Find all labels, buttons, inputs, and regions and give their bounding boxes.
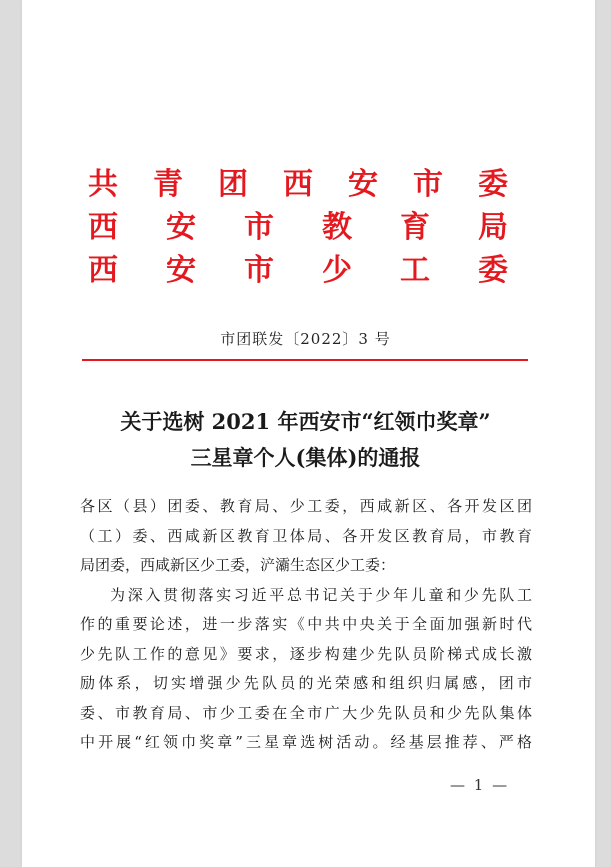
- issuer-char: 少: [322, 253, 352, 288]
- recipients-line: 局团委，西咸新区少工委，浐灞生态区少工委：: [80, 556, 396, 574]
- issuer-line-youth-league: [88, 163, 508, 206]
- issuer-char: 团: [218, 167, 248, 202]
- paragraph-line: 少先队工作的意见》要求，逐步构建少先队员阶梯式成长激: [80, 644, 532, 663]
- paragraph-line: 励体系，切实增强少先队员的光荣感和组织归属感，团市: [80, 674, 532, 692]
- issuer-char: 安: [348, 167, 378, 202]
- page-number: — 1 —: [450, 776, 510, 794]
- title-line-1: 关于选树 2021 年西安市“红领巾奖章”: [120, 409, 491, 434]
- issuer-line-education-bureau: [88, 206, 508, 249]
- issuer-char: 市: [244, 253, 274, 288]
- issuer-char: 局: [478, 210, 508, 245]
- issuer-char: 西: [283, 167, 313, 202]
- paragraph-line: 为深入贯彻落实习近平总书记关于少年儿童和少先队工: [110, 585, 532, 604]
- issuing-authorities: [88, 163, 508, 292]
- issuer-char: 西: [88, 210, 118, 245]
- issuer-char: 市: [413, 167, 443, 202]
- paragraph-line: 委、市教育局、市少工委在全市广大少先队员和少先队集体: [80, 703, 532, 722]
- issuer-char: 共: [88, 167, 118, 202]
- issuer-line-young-pioneers: [88, 249, 508, 292]
- document-number: 市团联发〔2022〕3 号: [220, 330, 391, 348]
- issuer-char: 安: [166, 253, 196, 288]
- red-divider-line: [82, 359, 528, 361]
- issuer-char: 工: [400, 253, 430, 288]
- issuer-char: 安: [166, 210, 196, 245]
- issuer-char: 委: [478, 253, 508, 288]
- document-body: [80, 492, 532, 758]
- issuer-char: 市: [244, 210, 274, 245]
- paragraph-line: 中开展“红领巾奖章”三星章选树活动。经基层推荐、严格: [80, 733, 532, 751]
- issuer-char: 西: [88, 253, 118, 288]
- issuer-char: 委: [478, 167, 508, 202]
- issuer-char: 教: [322, 210, 352, 245]
- title-line-2: 三星章个人(集体)的通报: [190, 445, 421, 470]
- paragraph-line: 作的重要论述，进一步落实《中共中央关于全面加强新时代: [80, 615, 532, 633]
- recipients-line: 各区（县）团委、教育局、少工委，西咸新区、各开发区团: [80, 497, 532, 515]
- document-title: [0, 404, 611, 476]
- recipients-line: （工）委、西咸新区教育卫体局、各开发区教育局，市教育: [80, 526, 532, 545]
- issuer-char: 育: [400, 210, 430, 245]
- issuer-char: 青: [153, 167, 183, 202]
